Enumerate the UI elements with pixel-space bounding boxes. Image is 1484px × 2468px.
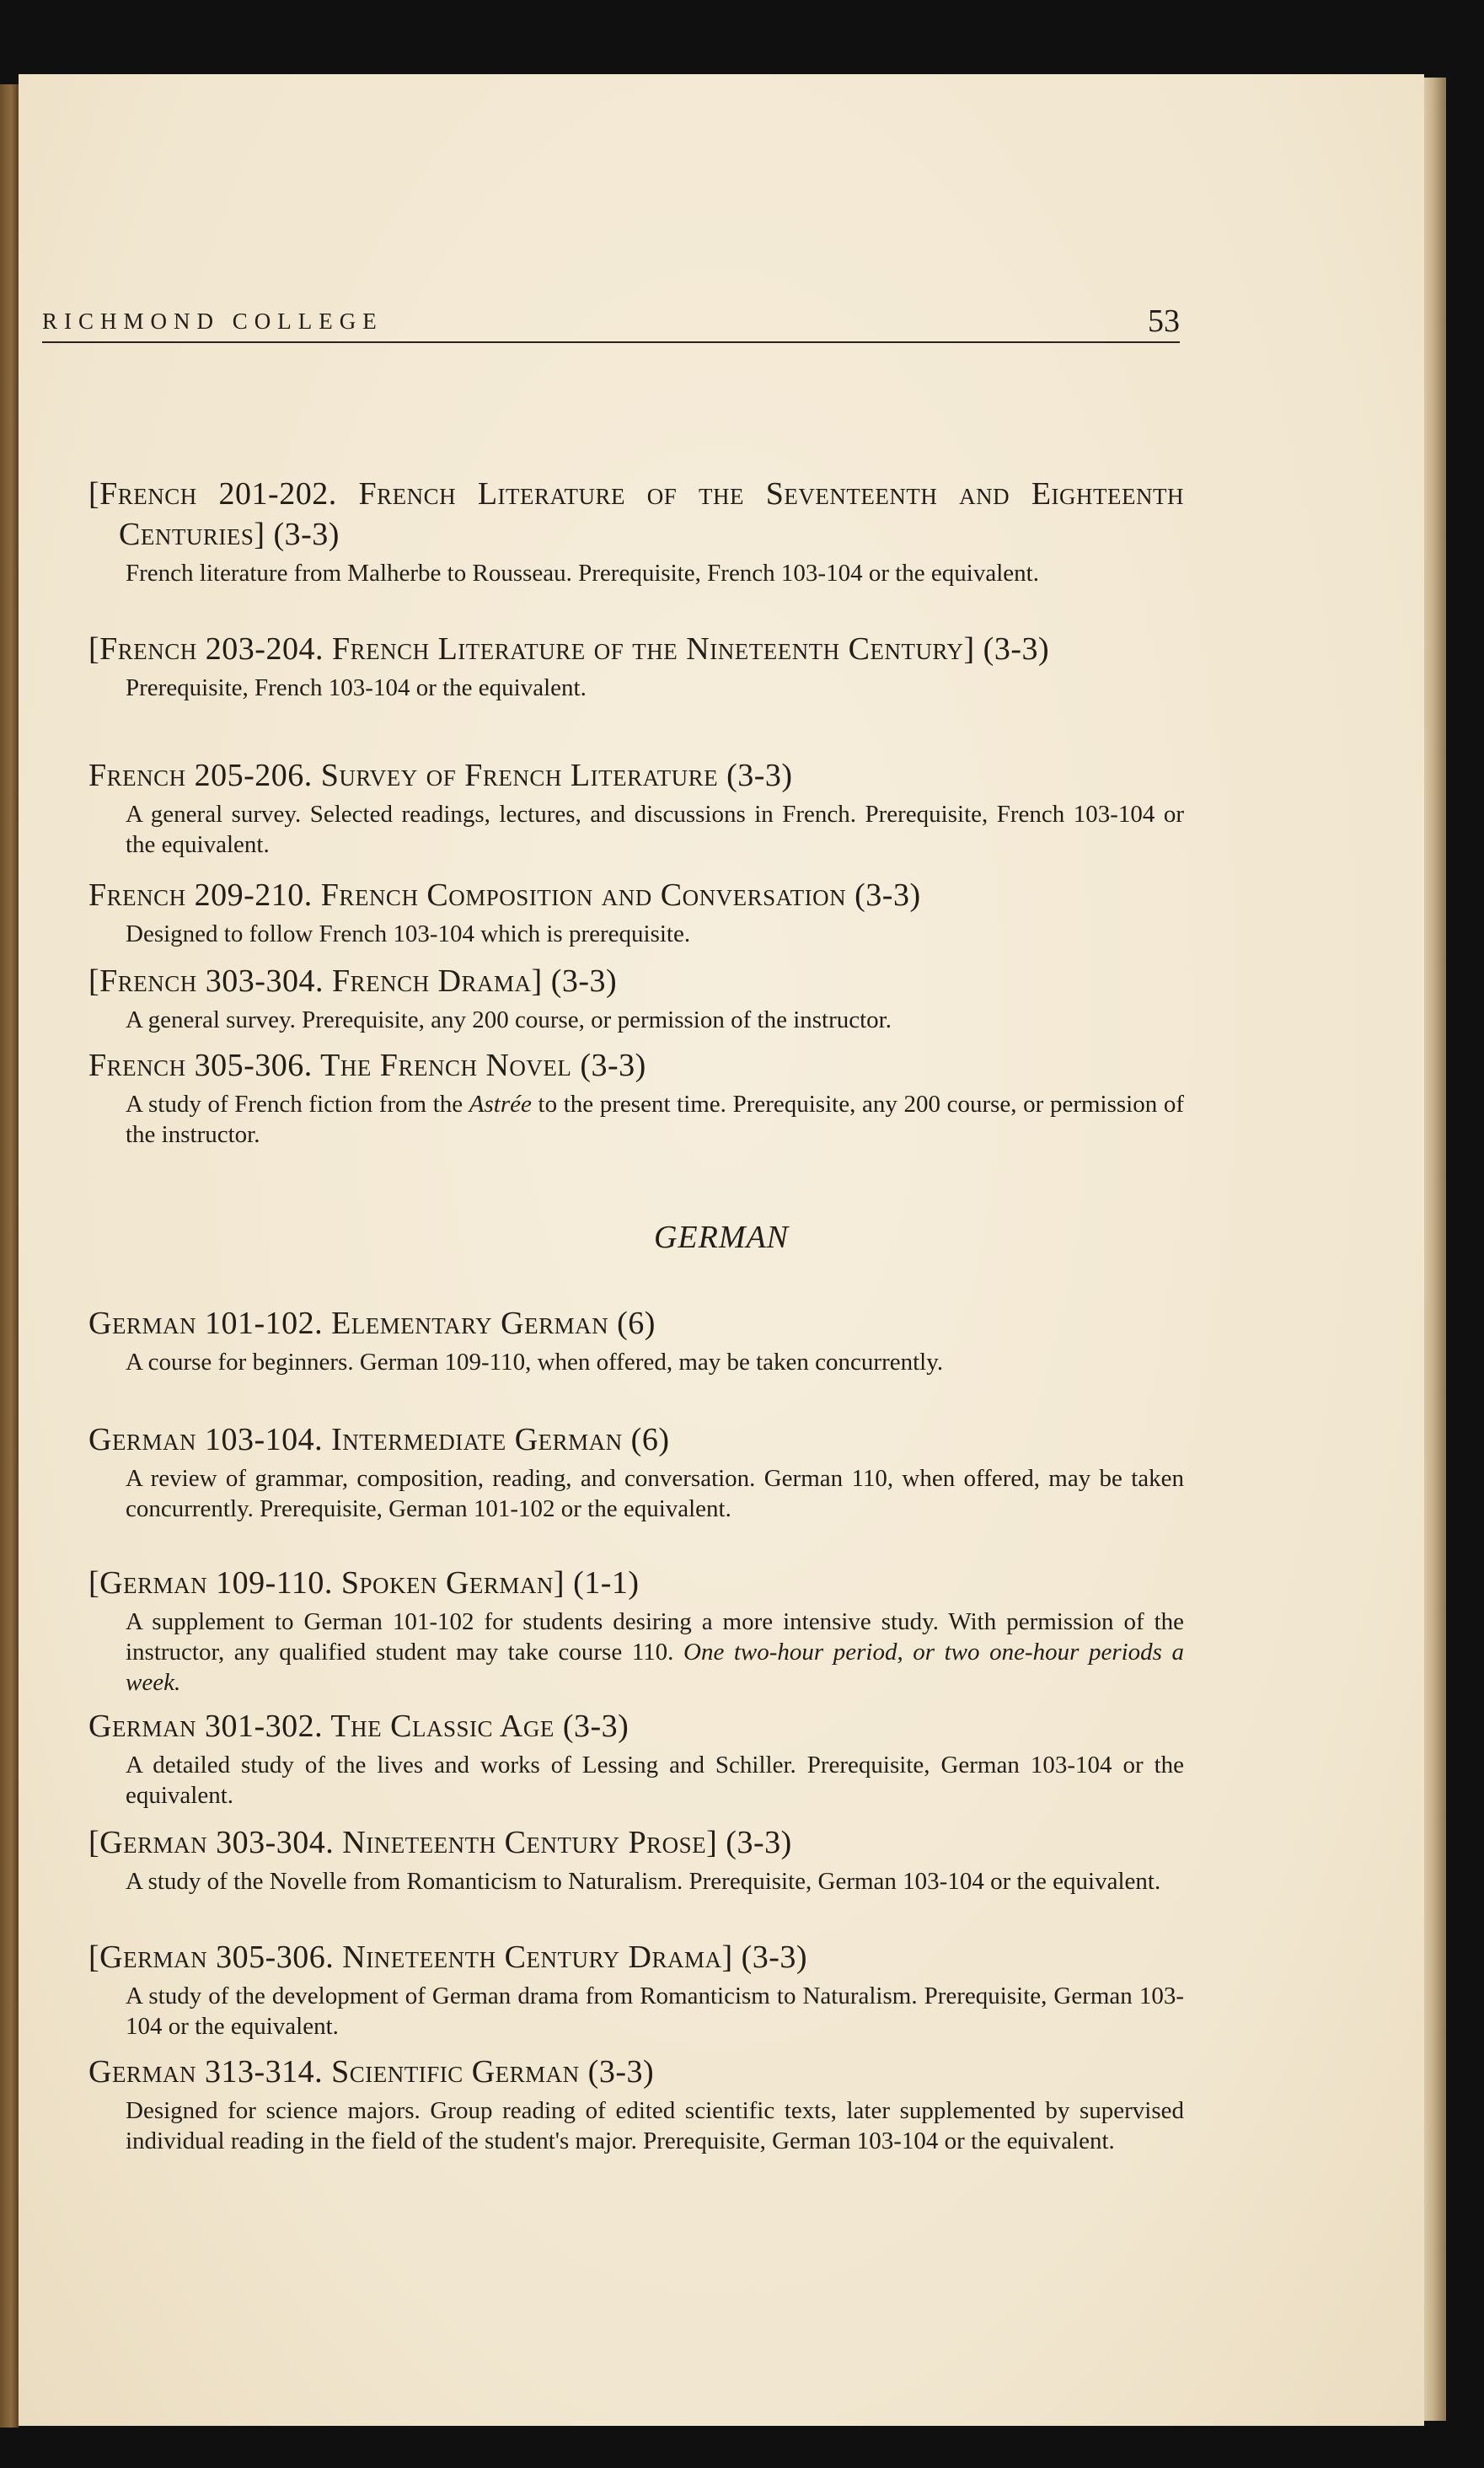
- course-heading: [German 305-306. Nineteenth Century Drama] (3-3): [88, 1940, 808, 1975]
- page-number: 53: [1148, 303, 1180, 339]
- course-description: [88, 1607, 1184, 1698]
- description-text: A study of French fiction from the: [126, 1091, 469, 1118]
- course-entry: [88, 1303, 1184, 1377]
- page-edge-shadow: [1424, 78, 1446, 2421]
- course-description: A general survey. Selected readings, lectures, and discussions in French. Prerequisite, French 103-104 or the equivalent.: [126, 801, 1184, 858]
- book-binding-edge: [0, 84, 19, 2428]
- italic-title: Astrée: [469, 1091, 532, 1118]
- course-heading: German 313-314. Scientific German (3-3): [88, 2054, 655, 2090]
- course-entry: [88, 1822, 1184, 1897]
- course-entry: [88, 1045, 1184, 1150]
- course-entry: [88, 961, 1184, 1035]
- course-entry: [88, 755, 1184, 860]
- schedule-note: One two-hour period, or two one-hour periods a week.: [126, 1639, 1185, 1696]
- header-rule: [42, 341, 1180, 343]
- course-entry: [88, 875, 1184, 949]
- course-entry: [88, 1419, 1184, 1524]
- course-description: Prerequisite, French 103-104 or the equivalent.: [126, 674, 587, 701]
- course-description: Designed for science majors. Group reading of edited scientific texts, later supplemented by supervised individual reading in the field of the student's major. Prerequisite, German 103-104 or the equivalent.: [126, 2097, 1184, 2154]
- course-entry: [88, 1937, 1184, 2041]
- course-entry: [88, 629, 1184, 703]
- course-entry: [88, 2052, 1184, 2156]
- course-description: A study of the development of German drama from Romanticism to Naturalism. Prerequisite, German 103-104 or the equivalent.: [126, 1982, 1184, 2040]
- course-entry: [88, 1563, 1184, 1698]
- course-description: A course for beginners. German 109-110, when offered, may be taken concurrently.: [126, 1349, 944, 1376]
- course-heading: French 305-306. The French Novel (3-3): [88, 1048, 646, 1083]
- description-text: to the present time. Prerequisite, any 200 course, or permission of the instructor.: [126, 1091, 1185, 1148]
- course-description: A detailed study of the lives and works of Lessing and Schiller. Prerequisite, German 103-104 or the equivalent.: [126, 1752, 1184, 1809]
- course-heading: [French 201-202. French Literature of the Seventeenth and Eighteenth Centuries] (3-3): [88, 476, 1184, 552]
- running-head: [42, 291, 1180, 343]
- course-entry: [88, 1706, 1184, 1811]
- running-title: RICHMOND COLLEGE: [42, 308, 383, 334]
- course-entry: [88, 474, 1184, 588]
- course-description: French literature from Malherbe to Rousseau. Prerequisite, French 103-104 or the equivalent.: [126, 560, 1039, 587]
- course-description: Designed to follow French 103-104 which is prerequisite.: [126, 920, 691, 947]
- section-heading-german: GERMAN: [653, 1220, 790, 1255]
- course-heading: German 301-302. The Classic Age (3-3): [88, 1709, 629, 1744]
- course-description: [88, 1089, 1184, 1150]
- course-heading: German 101-102. Elementary German (6): [88, 1306, 656, 1341]
- course-description: A review of grammar, composition, reading, and conversation. German 110, when offered, may be taken concurrently. Prerequisite, German 101-102 or the equivalent.: [126, 1465, 1184, 1522]
- course-heading: German 103-104. Intermediate German (6): [88, 1422, 670, 1457]
- catalog-page: [19, 74, 1424, 2426]
- course-description: A study of the Novelle from Romanticism to Naturalism. Prerequisite, German 103-104 or the equivalent.: [126, 1868, 1161, 1895]
- course-heading: [German 109-110. Spoken German] (1-1): [88, 1565, 640, 1601]
- course-heading: [German 303-304. Nineteenth Century Prose] (3-3): [88, 1825, 792, 1860]
- course-description: A general survey. Prerequisite, any 200 course, or permission of the instructor.: [126, 1006, 892, 1033]
- course-heading: [French 303-304. French Drama] (3-3): [88, 963, 618, 999]
- course-heading: French 209-210. French Composition and Conversation (3-3): [88, 877, 921, 913]
- course-heading: French 205-206. Survey of French Literature (3-3): [88, 758, 793, 793]
- course-heading: [French 203-204. French Literature of the Nineteenth Century] (3-3): [88, 631, 1050, 667]
- description-text: A supplement to German 101-102 for students desiring a more intensive study. With permission of the instructor, any qualified student may take course 110.: [126, 1608, 1184, 1666]
